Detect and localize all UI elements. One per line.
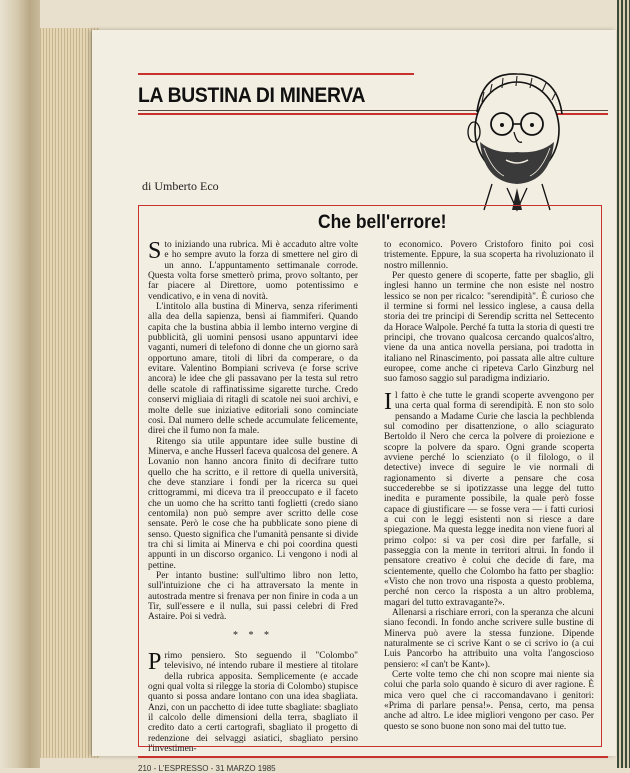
- paragraph: Ritengo sia utile appuntare idee sulle bustine di Minerva, e anche Husserl faceva qualcosa del genere. A Lovanio non hanno ancora finito di decifrare tutto quello che ha scritto, e il rettore di quella università, che deve stanziare i fondi per la ricerca su quei crittogrammi, mi diceva tra il preoccupato e il faceto che un uomo che ha scritto tanti foglietti (credo siano centomila) non può sempre aver scritto delle cose sensate. Però le cose che ha pubblicate sono piene di senso. Questo significa che l'umanità pensante si divide tra chi si limita ai Minerva e chi poi coordina questi appunti in un discorso organico. Li vengono i nodi al pettine.: [148, 436, 358, 571]
- paragraph: Il fatto è che tutte le grandi scoperte avvengono per una certa qual forma di serendipità. E non sto solo pensando a Madame Curie che lascia la pechblenda sul comodino per disattenzione, o allo sciagurato Bertoldo il Nero che cerca la polvere di proiezione e scopre la polvere da sparo. Ogni grande scoperta avviene perché lo scienziato (o il filologo, o il detective) invece di seguire le vie normali di ragionamento si diverte a pensare che cosa succederebbe se si ipotizzasse una legge del tutto inedita e puramente possibile, la quale però fosse capace di giustificare — se fosse vera — i fatti curiosi a cui con le leggi esistenti non si riesce a dare spiegazione. Ma questa legge inedita non viene fuori al primo colpo: si va per così dire per farfalle, si passeggia con la mente in territori altrui. In fondo il pensatore creativo è colui che decide di fare, ma scientemente, quello che Colombo ha fatto per sbaglio: «Visto che non trovo una risposta a questo problema, perché non cerco la risposta a un altro problema, magari del tutto extravagante?».: [384, 388, 594, 608]
- headline: Che bell'errore!: [318, 212, 447, 233]
- dropcap: P: [148, 649, 162, 676]
- left-column: [148, 240, 358, 755]
- right-column: [384, 240, 594, 732]
- book-binding: [0, 0, 40, 768]
- dropcap: S: [148, 238, 162, 264]
- author-caricature: [422, 52, 612, 212]
- paragraph: L'intitolo alla bustina di Minerva, senza riferimenti alla dea della sapienza, bensì ai fiammiferi. Quando capita che la bustina abbia il lembo interno vergine di pubblicità, gli uomini pensosi usano appuntarvi idee vaganti, numeri di telefono di donne che un giorno sarà opportuno amare, titoli di libri da comperare, o da evitare. Valentino Bompiani scriveva (e forse scrive ancora) le idee che gli passavano per la testa sul retro delle scatole di raffinatissime sigarette turche. Credo conservi migliaia di ritagli di scatole nei suoi archivi, e molte delle sue iniziative editoriali sono cominciate così. Dal numero delle schede accumulate felicemente, direi che il fumo non fa male.: [148, 302, 358, 437]
- paragraph: Per questo genere di scoperte, fatte per sbaglio, gli inglesi hanno un termine che non esiste nel nostro lessico se non per ricalco: "serendipità". È curioso che il termine si formi nel lessico inglese, a causa della storia dei tre principi di Serendip scritta nel Settecento da Horace Walpole. Perché fa tutta la storia di questi tre principi, che trovano qualcosa cercando qualcos'altro, viene da una antica novella persiana, poi tradotta in italiano nel Rinascimento, poi passata alle altre culture europee, come anche ci ripeteva Carlo Ginzburg nel suo famoso saggio sul paradigma indiziario.: [384, 271, 594, 385]
- page-edges: [617, 0, 630, 768]
- byline: di Umberto Eco: [142, 179, 219, 193]
- paragraph: to economico. Povero Cristoforo finito poi così tristemente. Eppure, la sua scoperta ha rivoluzionato il nostro millennio.: [384, 240, 594, 271]
- paragraph: Certe volte temo che chi non scopre mai niente sia colui che parla solo quando è sicuro di aver ragione. È mica vero quel che ci raccomandavano i genitori: «Prima di parlare pensa!». Pensa, certo, ma pensa anche ad altro. Le idee migliori vengono per caso. Per questo se sono buone non sono mai del tutto tue.: [384, 670, 594, 732]
- column-title: LA BUSTINA DI MINERVA: [138, 84, 366, 107]
- paragraph: Allenarsi a rischiare errori, con la speranza che alcuni siano fecondi. In fondo anche scrivere sulle bustine di Minerva può avere la stessa funzione. Dipende naturalmente se ci scrive Kant o se ci scrivo io (a cui Luis Pancorbo ha attribuito una volta l'angoscioso pensiero: «I can't be Kant»).: [384, 608, 594, 670]
- section-separator: * * *: [233, 629, 273, 641]
- header-rule-top: [138, 73, 414, 75]
- page-footer: 210 - L'ESPRESSO - 31 MARZO 1985: [138, 764, 276, 773]
- paragraph: Primo pensiero. Sto seguendo il "Colombo" televisivo, né intendo rubare il mestiere al titolare della rubrica apposita. Semplicemente (e accade ogni qual volta si rilegge la storia di Colombo) stupisce quanto si possa andare lontano con una idea sbagliata. Anzi, con un pacchetto di idee tutte sbagliate: sbagliato il calcolo delle dimensioni della terra, sbagliato il credito dato a certi cartografi, sbagliato il progetto di redenzione dei selvaggi asiatici, sbagliato persino l'investimen-: [148, 649, 358, 755]
- page-stack: [40, 28, 100, 758]
- paragraph: Sto iniziando una rubrica. Mi è accaduto altre volte e ho sempre avuto la forza di smettere nel giro di un anno. L'appuntamento settimanale corrode. Questa volta forse smetterò prima, provo soltanto, per far piacere al Direttore, uomo potentissimo e vendicativo, e in vena di novità.: [148, 238, 358, 302]
- paragraph: Per intanto bustine: sull'ultimo libro non letto, sull'intuizione che ci ha attraversato la mente in autostrada mentre si frenava per non finire in coda a un Tir, sull'essere e il nulla, sui passi celebri di Fred Astaire. Poi si vedrà.: [148, 571, 358, 623]
- dropcap: I: [384, 388, 392, 415]
- magazine-page: [92, 30, 616, 773]
- footer-rule: [138, 756, 608, 758]
